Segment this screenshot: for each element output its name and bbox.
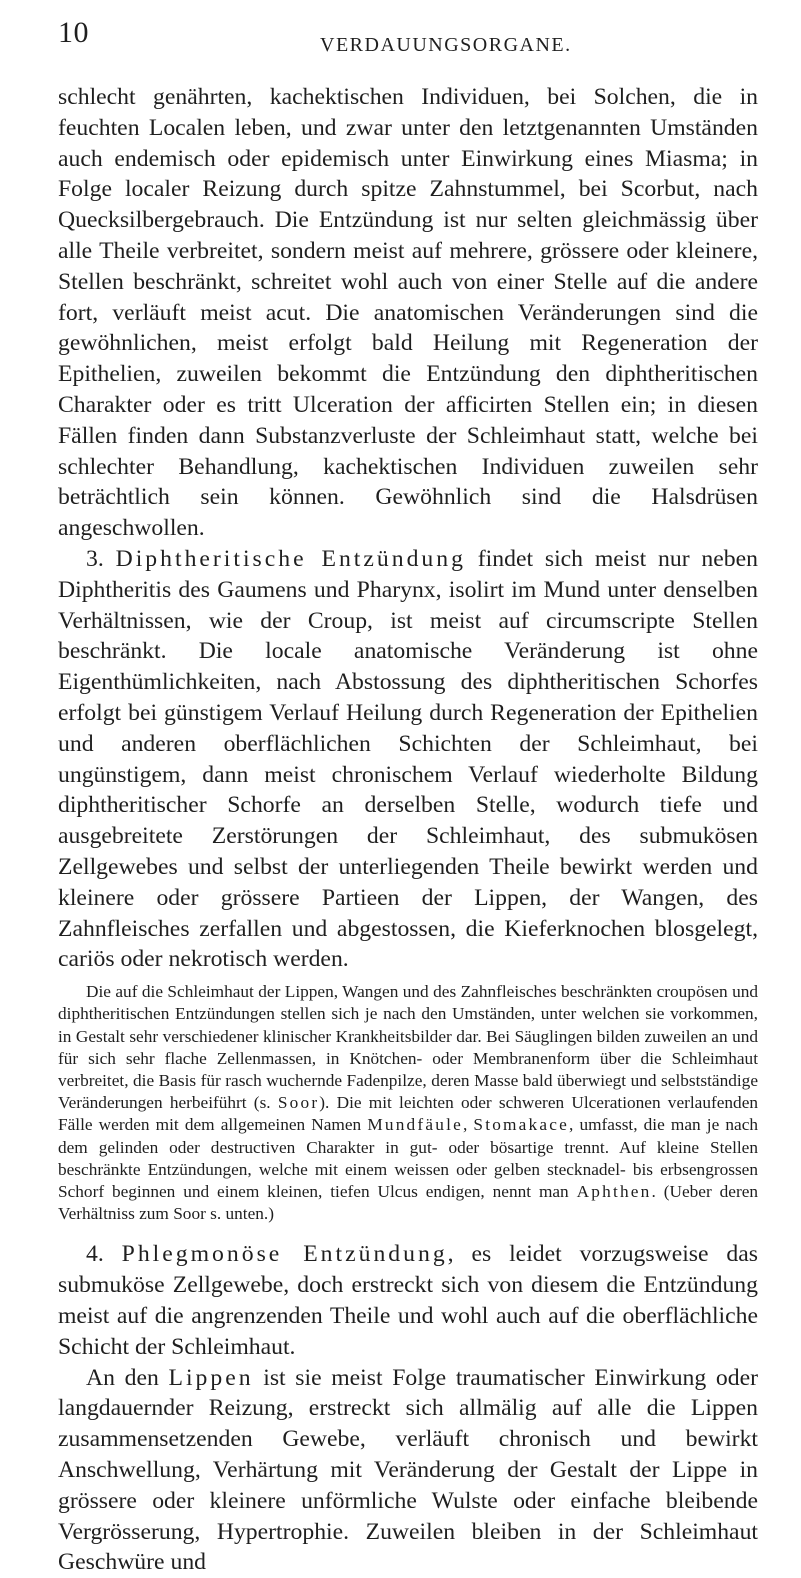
section-term: Phlegmonöse Entzündung (121, 1241, 448, 1268)
note-term-soor: Soor (277, 1093, 320, 1113)
paragraph-lippen (58, 1363, 758, 1578)
paragraph-diphtheritische-entzuendung (58, 544, 758, 975)
running-head (0, 0, 801, 60)
section-number: 3. (86, 545, 104, 572)
note-text: , umfasst, die man je nach dem gelinden oder destructiven Charakter in gut- oder bösartige trennt. Auf kleine Stellen beschränkte Entzündungen, welche mit einem weissen oder gelben stecknadel- bis erbsengrossen Schorf beginnen und einem kleinen, tiefen Ulcus endigen, nennt man (58, 1115, 758, 1201)
small-print-note (58, 981, 758, 1225)
text-body (58, 82, 758, 1578)
section-term: Lippen (168, 1364, 254, 1391)
note-text: , (462, 1115, 474, 1135)
note-text: . (Ueber deren Verhältniss zum Soor s. unten.) (58, 1181, 759, 1224)
paragraph-phlegmonoese-entzuendung (58, 1239, 758, 1362)
section-term: Diphtheritische Entzündung (115, 545, 466, 572)
paragraph-continuation (58, 82, 758, 544)
paragraph-text: findet sich meist nur neben Diphtheritis des Gaumens und Pharynx, isolirt im Mund unter denselben Verhältnissen, wie der Croup, ist meist auf circumscripte Stellen beschränkt. Die locale anatomische Veränderung ist ohne Eigenthümlichkeiten, nach Abstossung des diphtheritischen Schorfes erfolgt bei günstigem Verlauf Heilung durch Regeneration der Epithelien und anderen oberflächlichen Schichten der Schleimhaut, bei ungünstigem, dann meist chronischem Verlauf wiederholte Bildung diphtheritischer Schorfe an derselben Stelle, wodurch tiefe und ausgebreitete Zerstörungen der Schleimhaut, des submukösen Zellgewebes und selbst der unterliegenden Theile bewirkt werden und kleinere oder grössere Partieen der Lippen, der Wangen, des Zahnfleisches zerfallen und abgestossen, die Kieferknochen blosgelegt, cariös oder nekrotisch werden. (58, 545, 758, 973)
note-term-stomakace: Stomakace (473, 1115, 570, 1135)
paragraph-text: ist sie meist Folge traumatischer Einwirkung oder langdauernder Reizung, erstreckt sich allmälig auf alle die Lippen zusammensetzenden Gewebe, verläuft chronisch und bewirkt Anschwellung, Verhärtung mit Veränderung der Gestalt der Lippe in grössere oder kleinere unförmliche Wulste oder einfache bleibende Vergrösserung, Hypertrophie. Zuweilen bleiben in der Schleimhaut Geschwüre und (58, 1364, 758, 1576)
paragraph-text: schlecht genährten, kachektischen Individuen, bei Solchen, die in feuchten Localen leben, und zwar unter den letztgenannten Umständen auch endemisch oder epidemisch unter Einwirkung eines Miasma; in Folge localer Reizung durch spitze Zahnstummel, bei Scorbut, nach Quecksilbergebrauch. Die Entzündung ist nur selten gleichmässig über alle Theile verbreitet, sondern meist auf mehrere, grössere oder kleinere, Stellen beschränkt, schreitet wohl auch von einer Stelle auf die andere fort, verläuft meist acut. Die anatomischen Veränderungen sind die gewöhnlichen, meist erfolgt bald Heilung mit Regeneration der Epithelien, zuweilen bekommt die Entzündung den diphtheritischen Charakter oder es tritt Ulceration der afficirten Stellen ein; in diesen Fällen finden dann Substanzverluste der Schleimhaut statt, welche bei schlechter Behandlung, kachektischen Individuen zuweilen sehr beträchtlich sein können. Gewöhnlich sind die Halsdrüsen angeschwollen. (58, 84, 758, 542)
note-term-mundfaeule: Mundfäule (367, 1115, 463, 1135)
paragraph-text: An den (86, 1364, 169, 1391)
paragraph-text: , es leidet vorzugsweise das submuköse Zellgewebe, doch erstreckt sich von diesem die Entzündung meist auf die angrenzenden Theile und wohl auch auf die oberflächliche Schicht der Schleimhaut. (58, 1241, 758, 1360)
running-title: VERDAUUNGSORGANE. (320, 34, 572, 56)
note-text: ). Die mit leichten oder schweren Ulcerationen verlaufenden Fälle werden mit dem allgemeinen Namen (58, 1093, 759, 1135)
page-number: 10 (58, 16, 89, 49)
section-number: 4. (86, 1241, 104, 1268)
note-text: Die auf die Schleimhaut der Lippen, Wangen und des Zahnfleisches beschränkten croupösen und diphtheritischen Entzündungen stellen sich je nach den Umständen, unter welchen sie vorkommen, in Gestalt sehr verschiedener klinischer Krankheitsbilder dar. Bei Säuglingen bilden zuweilen an und für sich sehr flache Zellenmassen, in Knötchen- oder Membranenform über die Schleimhaut verbreitet, die Basis für rasch wuchernde Fadenpilze, deren Masse bald überwiegt und selbstständige Veränderungen herbeiführt (s. (58, 982, 758, 1113)
note-term-aphthen: Aphthen (576, 1181, 652, 1201)
